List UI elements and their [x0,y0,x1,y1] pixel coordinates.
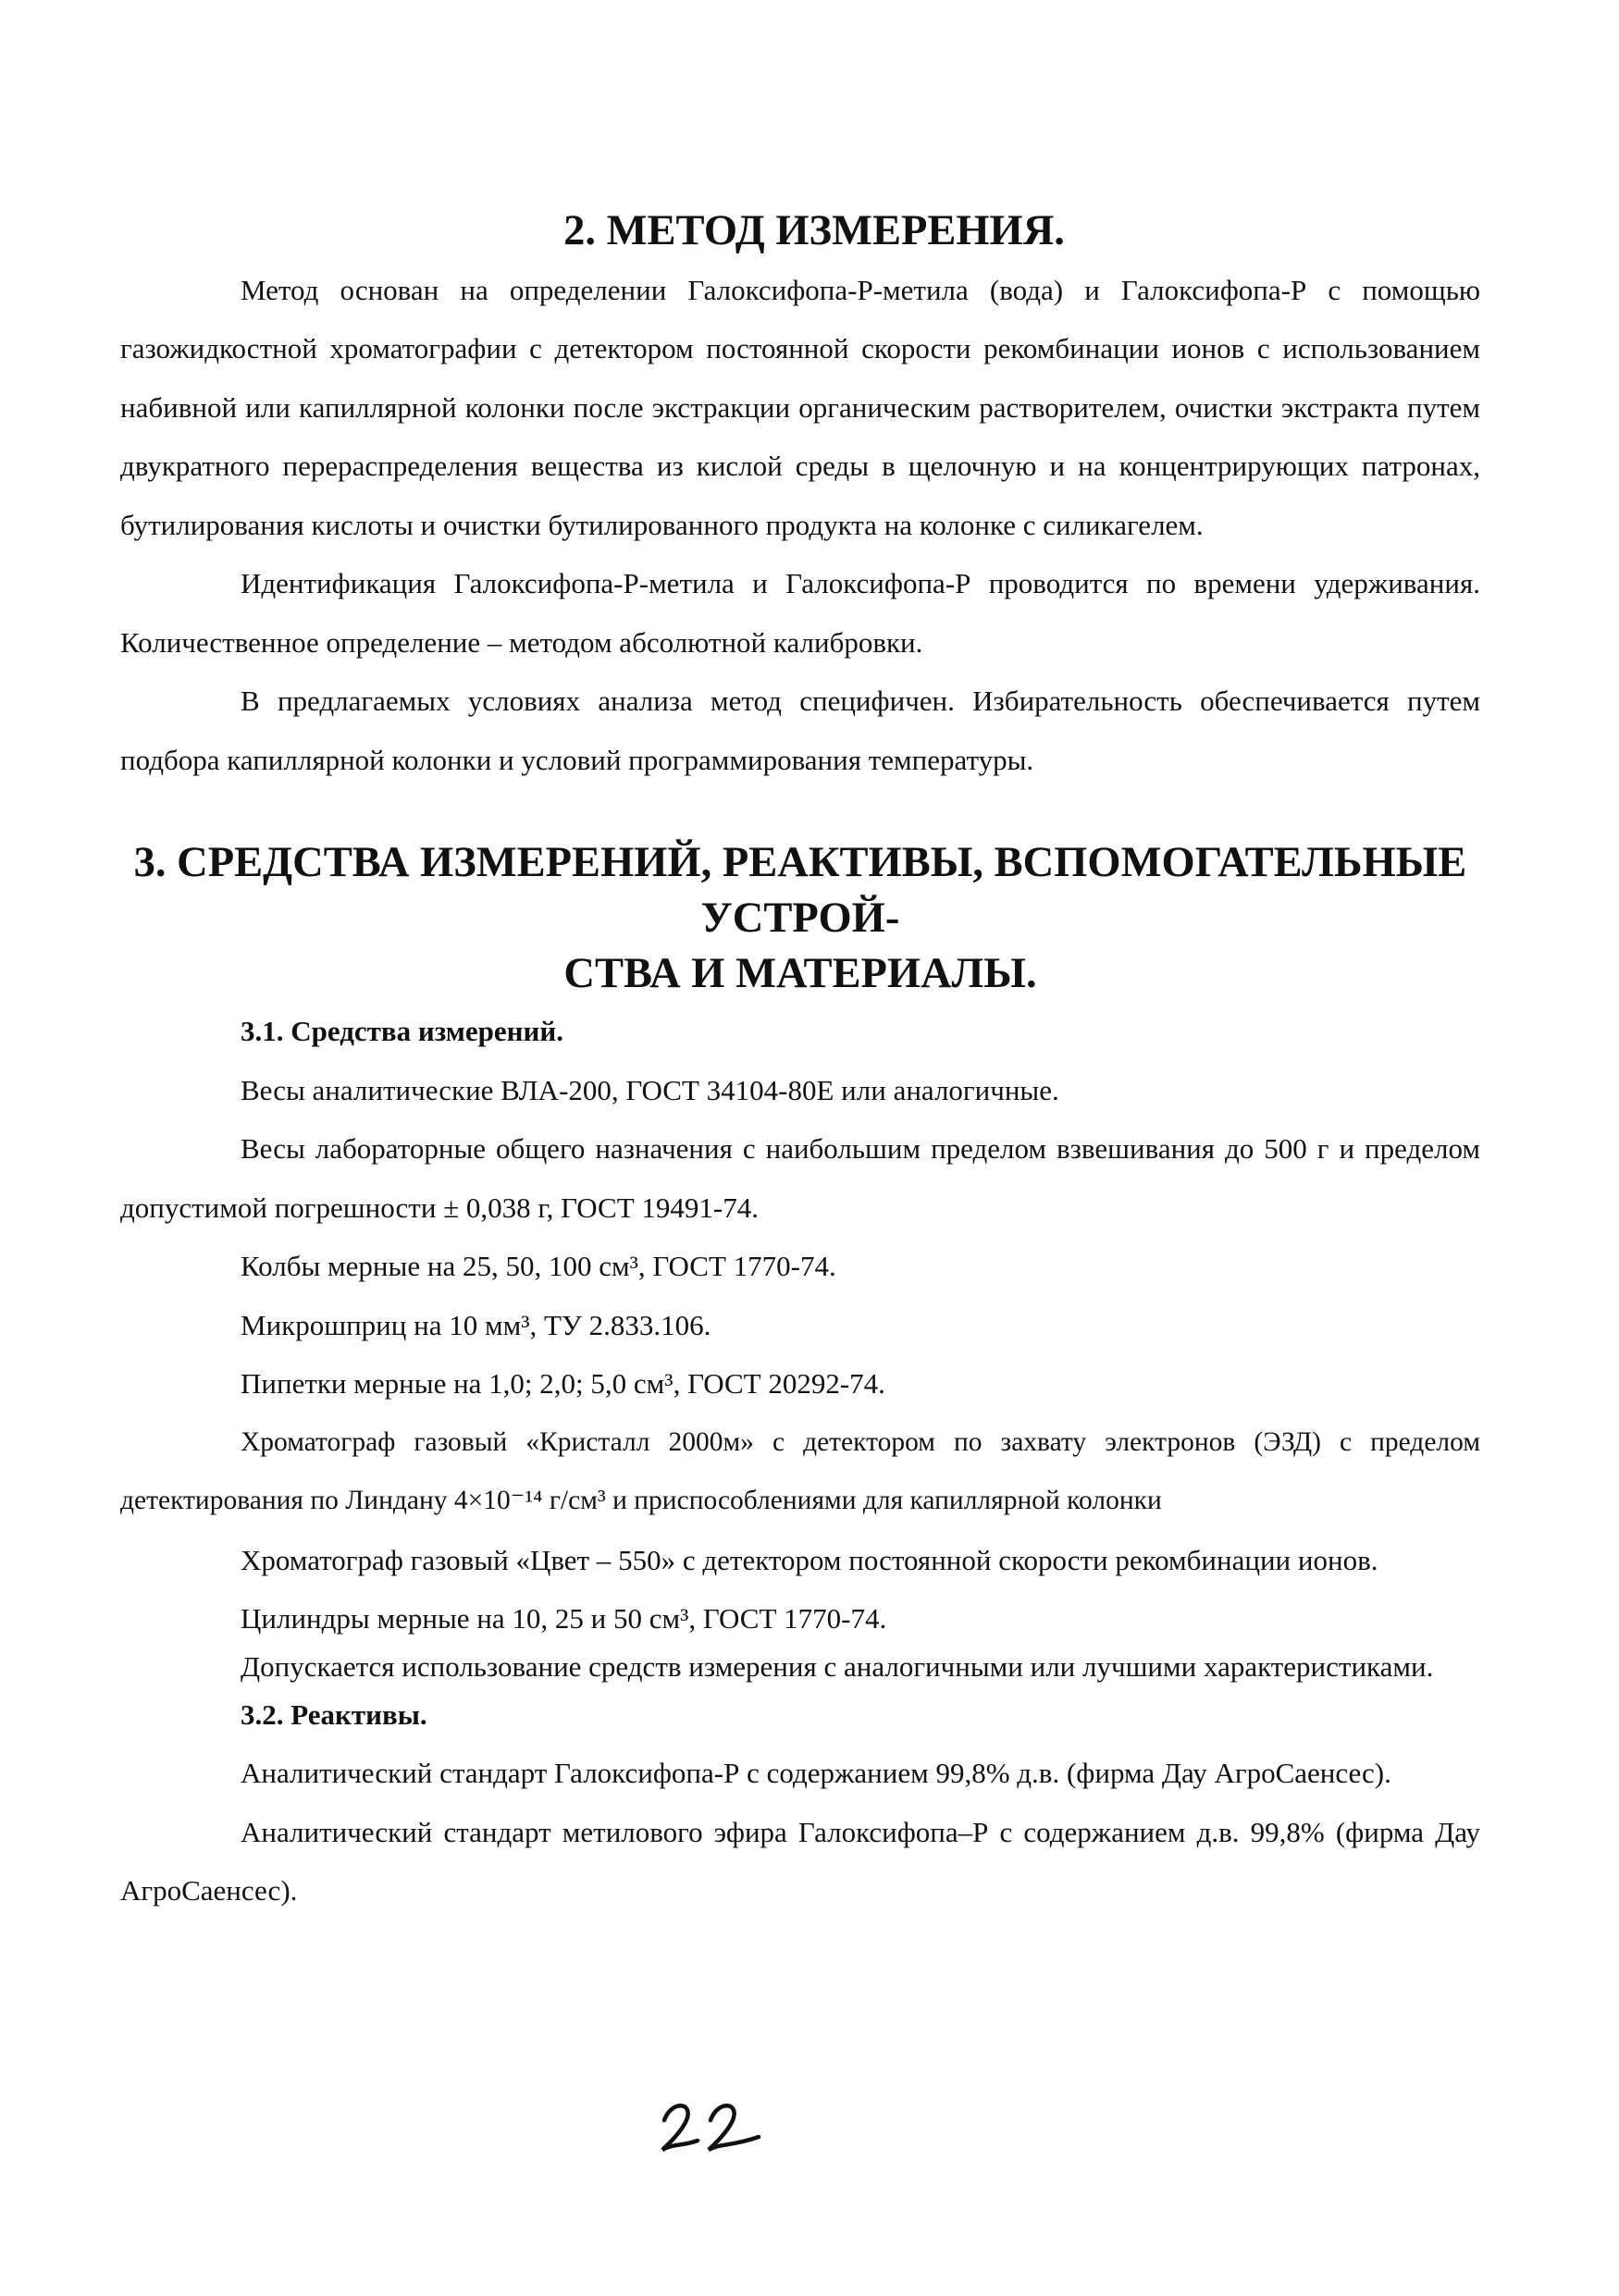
instrument-item: Хроматограф газовый «Кристалл 2000м» с детектором по захвату электронов (ЭЗД) с пределом детектирования по Линдану 4×10⁻¹⁴ г/см³ и приспособлениями для капиллярной колонки [120,1426,1480,1515]
handwritten-page-number [655,2092,766,2157]
section-3-title [120,835,1480,1002]
instrument-item: Микрошприц на 10 мм³, ТУ 2.833.106. [241,1308,711,1341]
instrument-item: Пипетки мерные на 1,0; 2,0; 5,0 см³, ГОСТ 20292-74. [241,1367,885,1400]
reagent-item: Аналитический стандарт Галоксифопа-Р с содержанием 99,8% д.в. (фирма Дау АгроСаенсес). [241,1757,1391,1789]
page-number-handwriting-icon [655,2092,766,2157]
section-2-paragraph-1: Метод основан на определении Галоксифопа-Р-метила (вода) и Галоксифопа-Р с помощью газожидкостной хроматографии с детектором постоянной скорости рекомбинации ионов с использованием набивной или капиллярной колонки после экстракции органическим растворителем, очистки экстракта путем двукратного перераспределения вещества из кислой среды в щелочную и на концентрирующих патронах, бутилирования кислоты и очистки бутилированного продукта на колонке с силикагелем. [120,273,1480,541]
instrument-item: Колбы мерные на 25, 50, 100 см³, ГОСТ 1770-74. [241,1250,836,1282]
subsection-3-1-title: 3.1. Средства измерений. [241,1015,563,1047]
section-2-title: 2. МЕТОД ИЗМЕРЕНИЯ. [563,207,1065,254]
subsection-3-2-title: 3.2. Реактивы. [241,1697,427,1731]
instrument-item: Хроматограф газовый «Цвет – 550» с детектором постоянной скорости рекомбинации ионов. [241,1543,1378,1576]
instrument-item: Весы аналитические ВЛА-200, ГОСТ 34104-80Е или аналогичные. [241,1073,1059,1106]
section-2-paragraph-3: В предлагаемых условиях анализа метод специфичен. Избирательность обеспечивается путем подбора капиллярной колонки и условий программирования температуры. [120,685,1480,776]
instrument-item: Весы лабораторные общего назначения с наибольшим пределом взвешивания до 500 г и пределом допустимой погрешности ± 0,038 г, ГОСТ 19491-74. [120,1132,1480,1224]
page-content [120,202,1480,1920]
section-2-paragraph-2: Идентификация Галоксифопа-Р-метила и Галоксифопа-Р проводится по времени удерживания. Количественное определение – методом абсолютной калибровки. [120,567,1480,659]
instrument-item: Цилиндры мерные на 10, 25 и 50 см³, ГОСТ 1770-74. [241,1602,887,1635]
reagent-item: Аналитический стандарт метилового эфира Галоксифопа–Р с содержанием д.в. 99,8% (фирма Дау АгроСаенсес). [120,1815,1480,1907]
section-3-title-line-2: СТВА И МАТЕРИАЛЫ. [563,950,1037,997]
subsection-3-1-note: Допускается использование средств измерения с аналогичными или лучшими характеристиками. [241,1649,1434,1683]
section-3-title-line-1: 3. СРЕДСТВА ИЗМЕРЕНИЙ, РЕАКТИВЫ, ВСПОМОГАТЕЛЬНЫЕ УСТРОЙ- [133,839,1467,942]
